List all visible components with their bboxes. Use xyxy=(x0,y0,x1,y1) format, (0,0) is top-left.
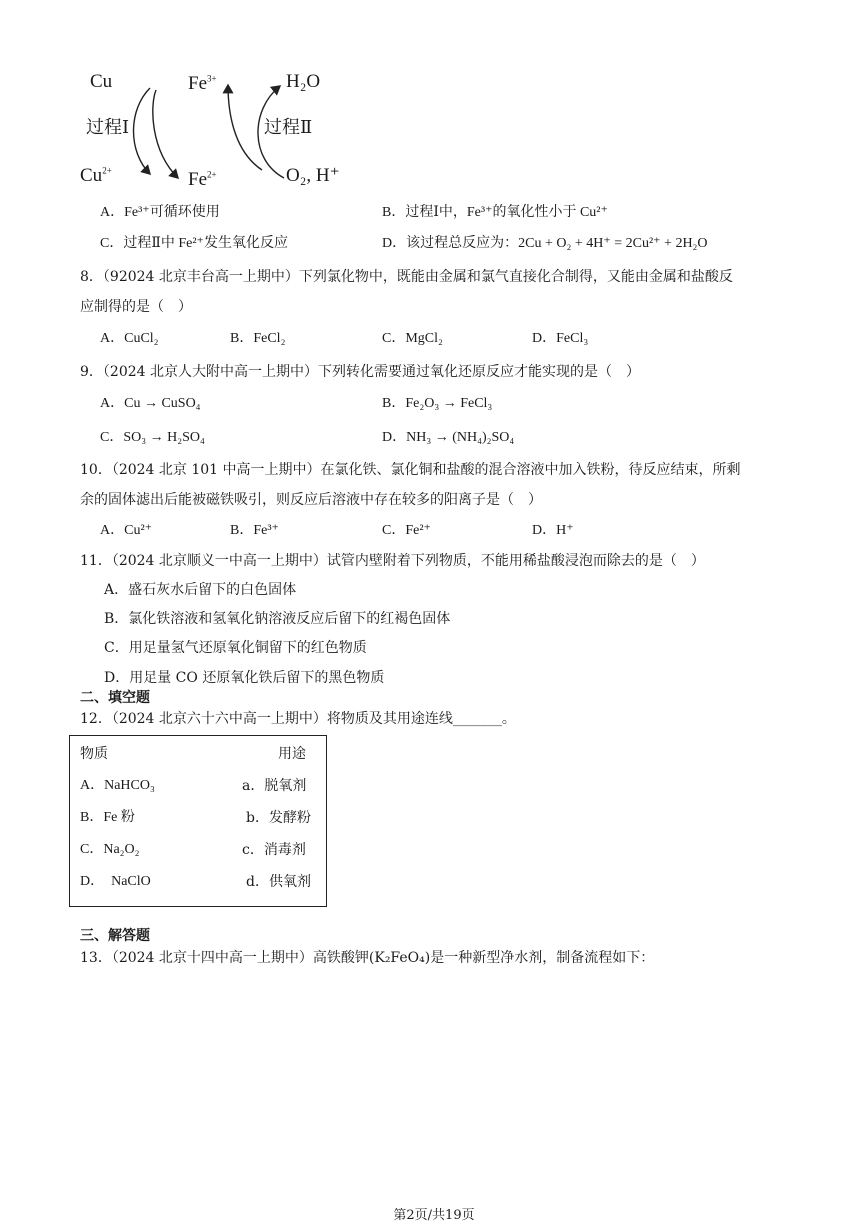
diagram-process-2-label: 过程Ⅱ xyxy=(264,117,313,138)
arrow-left-arc xyxy=(134,88,151,174)
q10-option-d: D．H⁺ xyxy=(532,523,574,538)
q7-option-b: B．过程Ⅰ中，Fe³⁺的氧化性小于 Cu²⁺ xyxy=(382,205,608,220)
arrow-center-left-arc xyxy=(153,90,178,178)
q10-option-a: A．Cu²⁺ xyxy=(100,523,153,538)
diagram-h2o-label: H₂O xyxy=(286,71,321,92)
page-footer: 第2页/共19页 xyxy=(393,1208,475,1223)
q9-option-d: D．NH₃ → (NH₄)₂SO₄ xyxy=(382,430,515,445)
section-2-title: 二、填空题 xyxy=(80,690,150,706)
q9-stem: 9．（2024 北京人大附中高一上期中）下列转化需要通过氧化还原反应才能实现的是（ ） xyxy=(80,364,640,380)
diagram-o2-h-label: O₂, H⁺ xyxy=(286,165,340,186)
q11-stem: 11．（2024 北京顺义一中高一上期中）试管内壁附着下列物质，不能用稀盐酸浸泡而除去的是（ ） xyxy=(80,553,705,569)
q11-option-d: D．用足量 CO 还原氧化铁后留下的黑色物质 xyxy=(104,670,385,686)
q11-option-c: C．用足量氢气还原氧化铜留下的红色物质 xyxy=(104,640,367,656)
q8-option-c: C．MgCl₂ xyxy=(382,331,443,346)
q13-stem: 13．（2024 北京十四中高一上期中）高铁酸钾(K₂FeO₄)是一种新型净水剂，制备流程如下： xyxy=(80,950,655,966)
diagram-fe2-label: $Fe^{2+}$ xyxy=(188,169,217,190)
arrow-right-arc xyxy=(258,86,284,178)
table-row-left: A．NaHCO₃ xyxy=(80,778,155,793)
q10-stem-line2: 余的固体滤出后能被磁铁吸引，则反应后溶液中存在较多的阳离子是（ ） xyxy=(80,492,542,508)
q7-option-c: C．过程Ⅱ中 Fe²⁺发生氧化反应 xyxy=(100,236,288,251)
section-3-title: 三、解答题 xyxy=(80,928,150,944)
q7-option-d: D．该过程总反应为：2Cu + O₂ + 4H⁺ = 2Cu²⁺ + 2H₂O xyxy=(382,236,708,251)
diagram-arrows xyxy=(0,0,868,220)
q12-matching-table xyxy=(69,735,327,907)
table-row-left: B．Fe 粉 xyxy=(80,810,135,825)
q10-stem-line1: 10．（2024 北京 101 中高一上期中）在氯化铁、氯化铜和盐酸的混合溶液中加入铁粉，待反应结束，所剩 xyxy=(80,462,741,478)
q9-option-a: A．Cu → CuSO₄ xyxy=(100,396,201,411)
diagram-fe3-label: $Fe^{3+}$ xyxy=(188,73,217,94)
table-row-left: D． NaClO xyxy=(80,874,151,889)
q8-stem-line1: 8．（92024 北京丰台高一上期中）下列氯化物中，既能由金属和氯气直接化合制得，又能由金属和盐酸反 xyxy=(80,269,733,285)
diagram-process-1-label: 过程Ⅰ xyxy=(86,117,130,138)
table-row-left: C．Na₂O₂ xyxy=(80,842,140,857)
q9-option-c: C．SO₃ → H₂SO₄ xyxy=(100,430,205,445)
q8-stem-line2: 应制得的是（ ） xyxy=(80,299,192,315)
q12-stem: 12．（2024 北京六十六中高一上期中）将物质及其用途连线_______。 xyxy=(80,711,516,727)
arrow-center-right-arc xyxy=(228,85,262,170)
table-header-substance: 物质 xyxy=(80,746,108,762)
q9-option-b: B．Fe₂O₃ → FeCl₃ xyxy=(382,396,493,411)
diagram-cu-label: Cu xyxy=(90,71,113,92)
table-row-right: a．脱氧剂 xyxy=(242,778,307,794)
table-row-right: c．消毒剂 xyxy=(242,842,306,858)
diagram-cu2-label: $Cu^{2+}$ xyxy=(80,165,112,186)
q7-option-a: A．Fe³⁺可循环使用 xyxy=(100,205,220,220)
q8-option-a: A．CuCl₂ xyxy=(100,331,159,346)
table-header-use: 用途 xyxy=(278,746,306,762)
q8-option-b: B．FeCl₂ xyxy=(230,331,286,346)
q11-option-a: A．盛石灰水后留下的白色固体 xyxy=(104,582,297,598)
q10-option-c: C．Fe²⁺ xyxy=(382,523,431,538)
q8-option-d: D．FeCl₃ xyxy=(532,331,589,346)
table-row-right: b．发酵粉 xyxy=(246,810,311,826)
q11-option-b: B．氯化铁溶液和氢氧化钠溶液反应后留下的红褐色固体 xyxy=(104,611,451,627)
q10-option-b: B．Fe³⁺ xyxy=(230,523,279,538)
table-row-right: d．供氧剂 xyxy=(246,874,311,890)
